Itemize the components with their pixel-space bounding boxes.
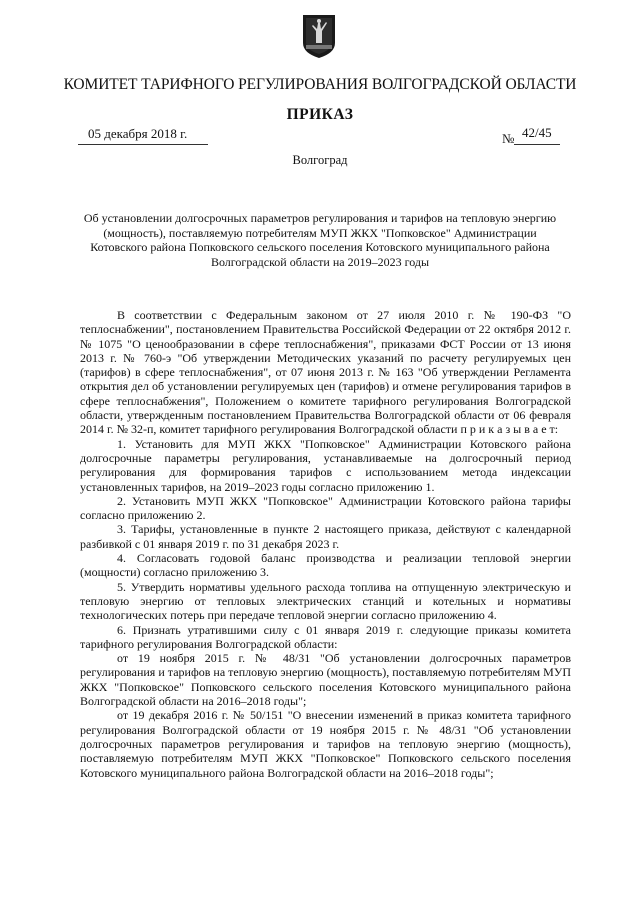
clause-2-paragraph: 2. Установить МУП ЖКХ "Попковское" Администрации Котовского района тарифы согласно приложению 2. (80, 493, 571, 523)
clause-5-paragraph: 5. Утвердить нормативы удельного расхода топлива на отпущенную электрическую и тепловую энергию от тепловых электрических станций и котельных и нормативы технологических потерь при передаче тепловой энергии согласно приложению 4. (80, 579, 571, 623)
order-date: 05 декабря 2018 г. (88, 126, 188, 141)
number-sign: № (502, 131, 515, 146)
clause-1-paragraph: 1. Установить для МУП ЖКХ "Попковское" Администрации Котовского района долгосрочные параметры регулирования, устанавливаемые на долгосрочный период регулирования для формирования тарифов с использованием метода индексации установленных тарифов, на 2019–2023 годы согласно приложению 1. (80, 436, 571, 494)
clause-6-paragraph: 6. Признать утратившими силу с 01 января 2019 г. следующие приказы комитета тарифного регулирования Волгоградской области: (80, 622, 571, 651)
repealed-order-item: от 19 ноября 2015 г. № 48/31 "Об установлении долгосрочных параметров регулирования и тарифов на тепловую энергию (мощность), поставляемую потребителям МУП ЖКХ "Попковское" Попковского сельского поселения Котовского муниципального района Волгоградской области на 2016–2018 годы"; (80, 651, 571, 709)
repealed-order-item: от 19 декабря 2016 г. № 50/151 "О внесении изменений в приказ комитета тарифного регулирования Волгоградской области от 19 ноября 2015 г. № 48/31 "Об установлении долгосрочных параметров регулирования и тарифов на тепловую энергию (мощность), поставляемую потребителям МУП ЖКХ "Попковское" Попковского сельского поселения Котовского муниципального района Волгоградской области на 2016–2018 годы"; (80, 708, 571, 780)
date-underline (78, 144, 208, 145)
number-underline (514, 144, 560, 145)
volgograd-coat-of-arms-emblem (301, 13, 337, 59)
order-subject: Об установлении долгосрочных параметров регулирования и тарифов на тепловую энергию (мощность), поставляемую потребителям МУП ЖКХ "Попковское" Администрации Котовского района Попковского сельского поселения Котовского муниципального района Волгоградской области на 2019–2023 годы (83, 211, 557, 269)
order-number: 42/45 (522, 125, 552, 140)
committee-name: КОМИТЕТ ТАРИФНОГО РЕГУЛИРОВАНИЯ ВОЛГОГРАДСКОЙ ОБЛАСТИ (63, 76, 577, 93)
document-type-title: ПРИКАЗ (286, 106, 354, 123)
clause-3-paragraph: 3. Тарифы, установленные в пункте 2 настоящего приказа, действуют с календарной разбивкой с 01 января 2019 г. по 31 декабря 2023 г. (80, 522, 571, 551)
city-name: Волгоград (292, 153, 348, 167)
clause-4-paragraph: 4. Согласовать годовой баланс производства и реализации тепловой энергии (мощности) согласно приложению 3. (80, 551, 571, 580)
order-body (80, 308, 571, 780)
preamble-paragraph: В соответствии с Федеральным законом от 27 июля 2010 г. № 190-ФЗ "О теплоснабжении", постановлением Правительства Российской Федерации от 22 октября 2012 г. № 1075 "О ценообразовании в сфере теплоснабжения", приказами ФСТ России от 13 июня 2013 г. № 760-э "Об утверждении Методических указаний по расчету регулируемых цен (тарифов) в сфере теплоснабжения", от 07 июня 2013 г. № 163 "Об утверждении Регламента открытия дел об установлении регулируемых цен (тарифов) и отмене регулирования тарифов в сфере теплоснабжения", Положением о комитете тарифного регулирования Волгоградской области, утвержденным постановлением Правительства Волгоградской области от 06 февраля 2014 г. № 32-п, комитет тарифного регулирования Волгоградской области п р и к а з ы в а е т: (80, 308, 571, 437)
